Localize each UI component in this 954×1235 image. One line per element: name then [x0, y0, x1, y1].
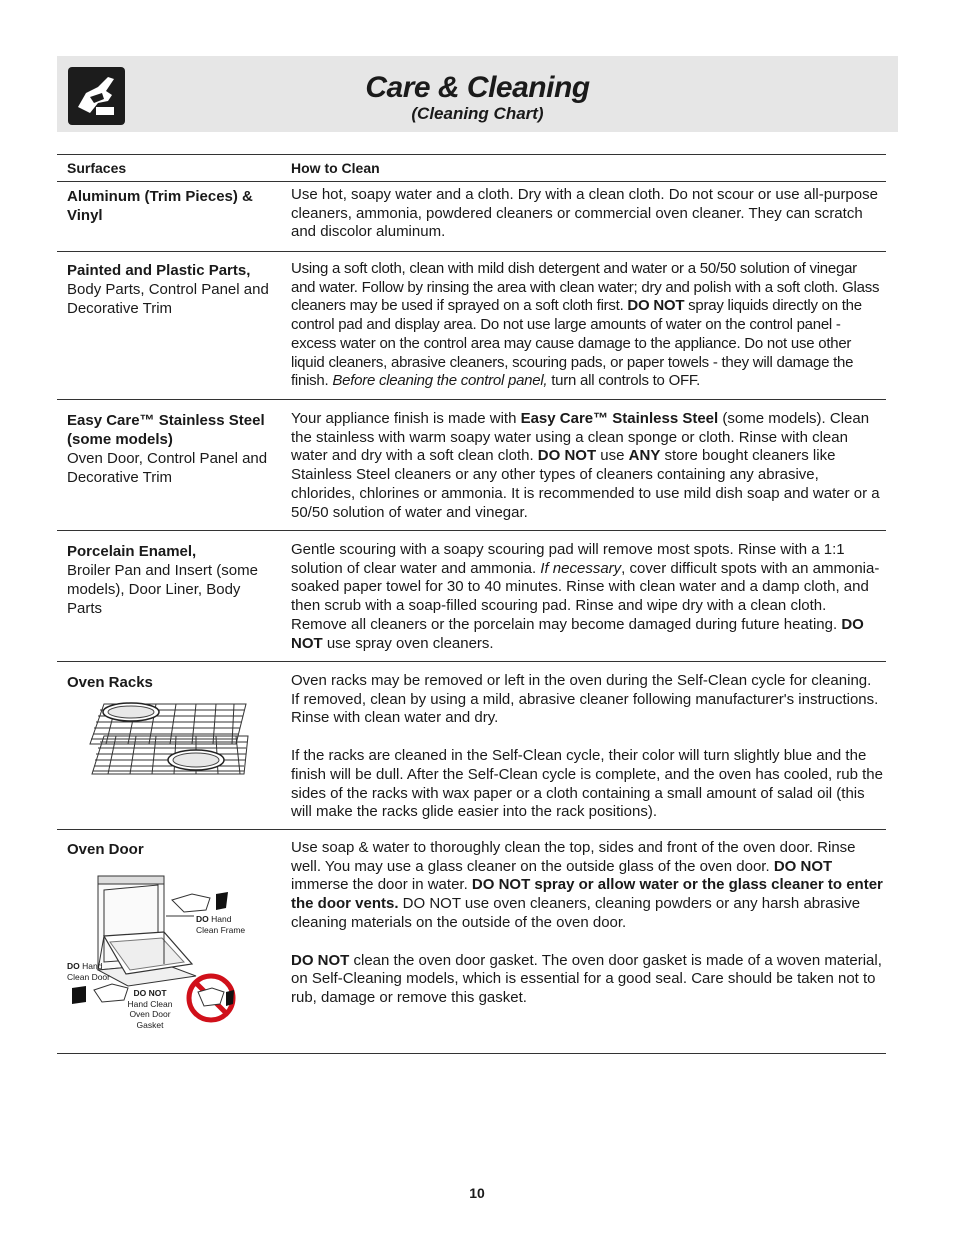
text-run: Use soap & water to thoroughly clean the top, sides and front of the oven door. Rinse well. You may use a glass cleaner on the outside glass of the oven door.	[291, 839, 856, 875]
text-run: , cover difficult spots with an ammonia-soaked paper towel for 30 to 40 minutes. Rinse with clean water and a damp cloth, and then scrub with a soap-filled scouring pad. Rinse and wipe dry with a clean cloth. Remove all cleaners or the porcelain may become damaged during future heating.	[291, 559, 880, 633]
page-title: Care & Cleaning	[365, 71, 590, 104]
text-run: spray liquids directly on the control pad and display area. Do not use large amounts of water on the control panel - excess water on the control area may cause damage to the appliance. Do not use other liquid cleaners, abrasive cleaners, scouring pads, or paper towels - they will damage the finish.	[291, 297, 862, 390]
surface-aluminum	[67, 187, 275, 225]
page-number: 10	[469, 1185, 485, 1201]
row-divider	[57, 251, 886, 252]
text-run: (some models). Clean the stainless with warm soapy water using a clean sponge or cloth. Rinse with clean water and dry with a soft clean cloth.	[291, 410, 870, 465]
callout-gasket	[125, 988, 175, 1030]
surface-stainless-steel	[67, 411, 277, 487]
how-to-clean-stainless-steel	[291, 410, 883, 522]
instructions	[291, 260, 883, 391]
surface-title: Oven Racks	[67, 674, 153, 691]
page-header	[57, 56, 898, 132]
emphasis-bold: DO NOT spray or allow water or the glass cleaner to enter the door vents.	[291, 876, 883, 913]
instructions-paragraph	[291, 839, 883, 933]
page-subtitle: (Cleaning Chart)	[411, 104, 544, 123]
instructions	[291, 186, 883, 242]
surface-oven-racks	[67, 673, 275, 692]
row-divider	[57, 530, 886, 531]
surface-detail: Oven Door, Control Panel and Decorative Trim	[67, 450, 268, 486]
emphasis-bold: DO NOT	[537, 447, 597, 465]
how-to-clean-porcelain-enamel	[291, 541, 883, 653]
emphasis-italic: Before cleaning the control panel,	[332, 372, 548, 390]
surface-title: Oven Door	[67, 841, 144, 858]
text-run: Gentle scouring with a soapy scouring pad will remove most spots. Rinse with a 1:1 solution of clear water and ammonia.	[291, 541, 845, 577]
row-divider	[57, 661, 886, 662]
text-run: Your appliance finish is made with	[291, 410, 521, 427]
callout-text: Oven Door	[129, 1009, 171, 1019]
column-header-surfaces: Surfaces	[67, 160, 127, 176]
emphasis-bold: DO NOT	[627, 297, 685, 315]
text-run: DO NOT use oven cleaners, cleaning powders or any harsh abrasive cleaning materials on the outside of the oven door.	[291, 895, 861, 931]
callout-text: Hand Clean	[127, 998, 173, 1009]
text-run: clean the oven door gasket. The oven door gasket is made of a woven material, on Self-Cleaning models, which is essential for a good seal. Care should be taken not to rub, damage or remove this gasket.	[291, 951, 882, 1006]
text-run: Use hot, soapy water and a cloth. Dry with a clean cloth. Do not scour or use all-purpose cleaners, ammonia, powdered cleaners or commercial oven cleaner. They can scratch and discolor aluminum.	[291, 186, 878, 241]
table-bottom-rule	[57, 1053, 886, 1054]
oven-racks-illustration	[86, 698, 250, 778]
emphasis-bold: Easy Care™ Stainless Steel	[520, 410, 719, 427]
surface-oven-door	[67, 840, 275, 859]
row-divider	[57, 829, 886, 830]
callout-do-not: DO NOT	[133, 988, 167, 998]
emphasis-bold: DO NOT	[291, 615, 864, 652]
callout-text: Clean Door	[67, 971, 110, 982]
surface-title: Aluminum (Trim Pieces) & Vinyl	[67, 188, 253, 224]
instructions-paragraph: If the racks are cleaned in the Self-Clean cycle, their color will turn slightly blue and the finish will be dull. After the Self-Clean cycle is complete, and the oven has cooled, rub the sides of the racks with wax paper or a cloth containing a small amount of salad oil (this will make the racks glide easier into the rack positions).	[291, 747, 883, 821]
surface-painted-plastic	[67, 261, 275, 318]
callout-door	[67, 961, 110, 982]
text-run: use	[596, 447, 629, 465]
emphasis-bold: ANY	[628, 447, 661, 465]
callout-text: Gasket	[136, 1019, 164, 1030]
surface-detail: Body Parts, Control Panel and Decorative Trim	[67, 281, 269, 317]
callout-text: Hand	[208, 914, 232, 924]
surface-title: Porcelain Enamel,	[67, 543, 197, 560]
row-divider	[57, 399, 886, 400]
emphasis-bold: DO NOT	[773, 857, 833, 875]
emphasis-bold: DO NOT	[291, 951, 350, 969]
text-run: Using a soft cloth, clean with mild dish detergent and water or a 50/50 solution of vinegar and water. Follow by rinsing the area with clean water; dry and polish with a soft cloth. Glass cleaners may be used if sprayed on a soft cloth first.	[291, 260, 880, 315]
how-to-clean-oven-door	[291, 839, 883, 1008]
instructions	[291, 410, 883, 522]
surface-detail: Broiler Pan and Insert (some models), Door Liner, Body Parts	[67, 562, 258, 617]
text-run: store bought cleaners like Stainless Steel cleaners or any other types of cleaners containing any abrasive, chlorides, chlorines or ammonia. It is recommended to use mild dish soap and water or a 50/50 solution of water and vinegar.	[291, 447, 880, 521]
instructions	[291, 541, 883, 653]
how-to-clean-oven-racks	[291, 672, 883, 822]
surface-porcelain-enamel	[67, 542, 275, 618]
surface-title: Painted and Plastic Parts,	[67, 262, 251, 279]
table-header-rule	[57, 181, 886, 182]
how-to-clean-painted-plastic	[291, 260, 883, 391]
emphasis-italic: If necessary	[540, 559, 622, 577]
text-run: immerse the door in water.	[291, 876, 472, 894]
instructions-paragraph	[291, 952, 883, 1008]
callout-text: Clean Frame	[196, 924, 246, 935]
column-header-how-to-clean: How to Clean	[291, 160, 380, 176]
table-top-rule	[57, 154, 886, 155]
callout-do: DO	[67, 961, 80, 971]
how-to-clean-aluminum	[291, 186, 883, 242]
surface-title: Easy Care™ Stainless Steel (some models)	[67, 412, 265, 448]
callout-text: Hand	[79, 961, 103, 971]
callout-frame	[196, 914, 245, 935]
callout-do: DO	[196, 914, 209, 924]
text-run: use spray oven cleaners.	[322, 634, 494, 652]
text-run: turn all controls to OFF.	[547, 372, 701, 390]
instructions-paragraph: Oven racks may be removed or left in the oven during the Self-Clean cycle for cleaning. If removed, clean by using a mild, abrasive cleaner following manufacturer's instructions. Rinse with clean water and dry.	[291, 672, 879, 727]
